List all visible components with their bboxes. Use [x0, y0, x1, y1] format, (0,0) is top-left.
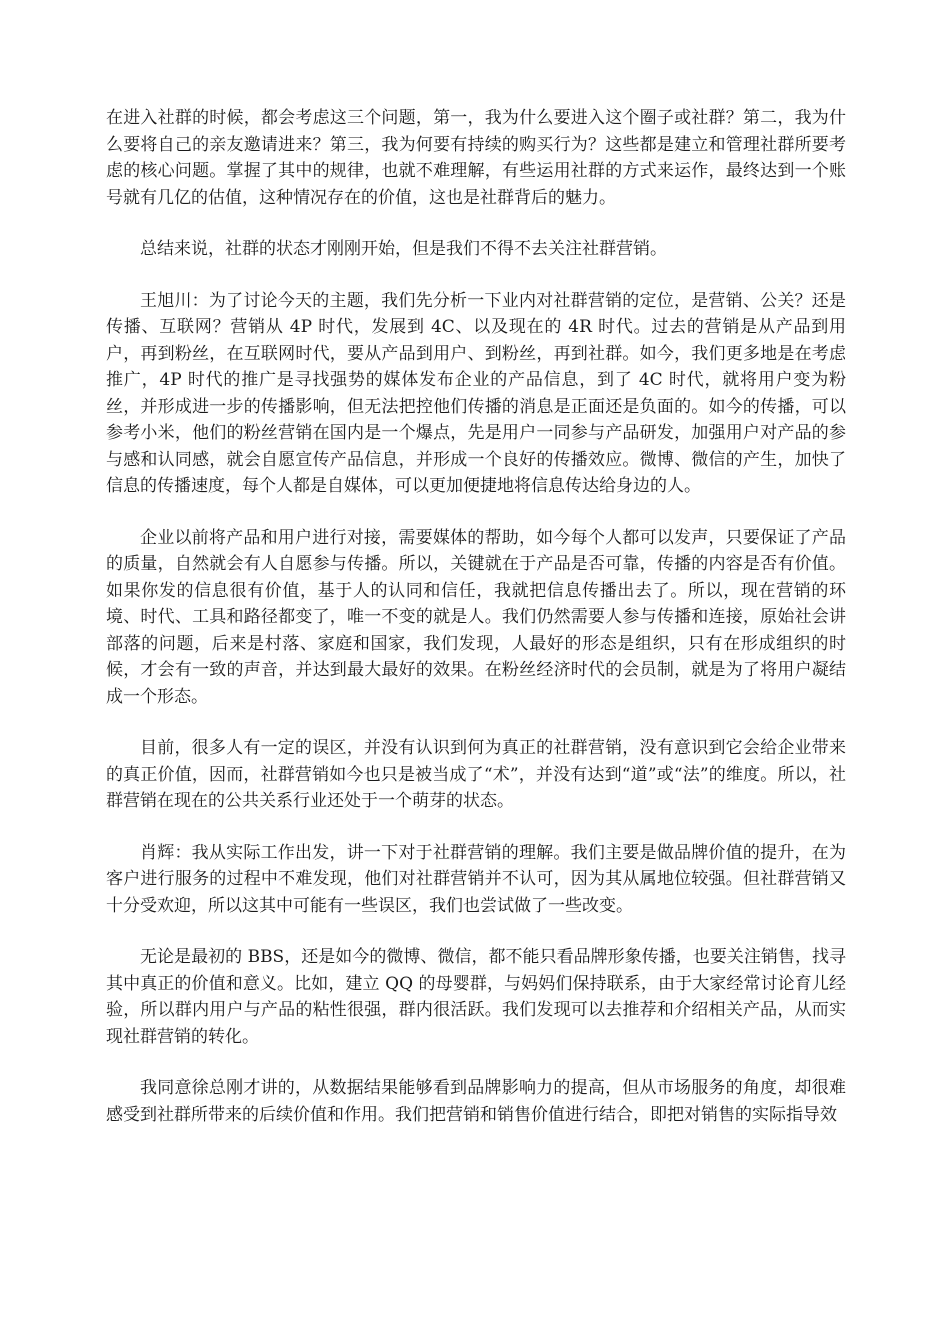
- paragraph-5: 目前，很多人有一定的误区，并没有认识到何为真正的社群营销，没有意识到它会给企业带来的真正价值，因而，社群营销如今也只是被当成了“术”，并没有达到“道”或“法”的维度。所以，社群营销在现在的公共关系行业还处于一个萌芽的状态。: [106, 738, 846, 811]
- paragraph-1: 在进入社群的时候，都会考虑这三个问题，第一，我为什么要进入这个圈子或社群？第二，我为什么要将自己的亲友邀请进来？第三，我为何要有持续的购买行为？这些都是建立和管理社群所要考虑的核心问题。掌握了其中的规律，也就不难理解，有些运用社群的方式来运作，最终达到一个账号就有几亿的估值，这种情况存在的价值，这也是社群背后的魅力。: [106, 108, 846, 208]
- paragraph-6: 肖辉：我从实际工作出发，讲一下对于社群营销的理解。我们主要是做品牌价值的提升，在为客户进行服务的过程中不难发现，他们对社群营销并不认可，因为其从属地位较强。但社群营销又十分受欢迎，所以这其中可能有一些误区，我们也尝试做了一些改变。: [106, 842, 846, 916]
- paragraph-4: 企业以前将产品和用户进行对接，需要媒体的帮助，如今每个人都可以发声，只要保证了产品的质量，自然就会有人自愿参与传播。所以，关键就在于产品是否可靠，传播的内容是否有价值。如果你发的信息很有价值，基于人的认同和信任，我就把信息传播出去了。所以，现在营销的环境、时代、工具和路径都变了，唯一不变的就是人。我们仍然需要人参与传播和连接，原始社会讲部落的问题，后来是村落、家庭和国家，我们发现，人最好的形态是组织，只有在形成组织的时候，才会有一致的声音，并达到最大最好的效果。在粉丝经济时代的会员制，就是为了将用户凝结成一个形态。: [106, 527, 846, 707]
- paragraph-7: 无论是最初的 BBS，还是如今的微博、微信，都不能只看品牌形象传播，也要关注销售，找寻其中真正的价值和意义。比如，建立 QQ 的母婴群，与妈妈们保持联系，由于大家经常讨论育儿经验，所以群内用户与产品的粘性很强，群内很活跃。我们发现可以去推荐和介绍相关产品，从而实现社群营销的转化。: [106, 947, 846, 1047]
- paragraph-3: 王旭川：为了讨论今天的主题，我们先分析一下业内对社群营销的定位，是营销、公关？还是传播、互联网？营销从 4P 时代，发展到 4C、以及现在的 4R 时代。过去的营销是从产品到用户，再到粉丝，在互联网时代，要从产品到用户、到粉丝，再到社群。如今，我们更多地是在考虑推广，4P 时代的推广是寻找强势的媒体发布企业的产品信息，到了 4C 时代，就将用户变为粉丝，并形成进一步的传播影响，但无法把控他们传播的消息是正面还是负面的。如今的传播，可以参考小米，他们的粉丝营销在国内是一个爆点，先是用户一同参与产品研发，加强用户对产品的参与感和认同感，就会自愿宣传产品信息，并形成一个良好的传播效应。微博、微信的产生，加快了信息的传播速度，每个人都是自媒体，可以更加便捷地将信息传达给身边的人。: [106, 290, 846, 496]
- paragraph-8: 我同意徐总刚才讲的，从数据结果能够看到品牌影响力的提高，但从市场服务的角度，却很难感受到社群所带来的后续价值和作用。我们把营销和销售价值进行结合，即把对销售的实际指导效: [106, 1078, 846, 1125]
- paragraph-2: 总结来说，社群的状态才刚刚开始，但是我们不得不去关注社群营销。: [140, 239, 667, 259]
- document-body: [106, 105, 846, 1153]
